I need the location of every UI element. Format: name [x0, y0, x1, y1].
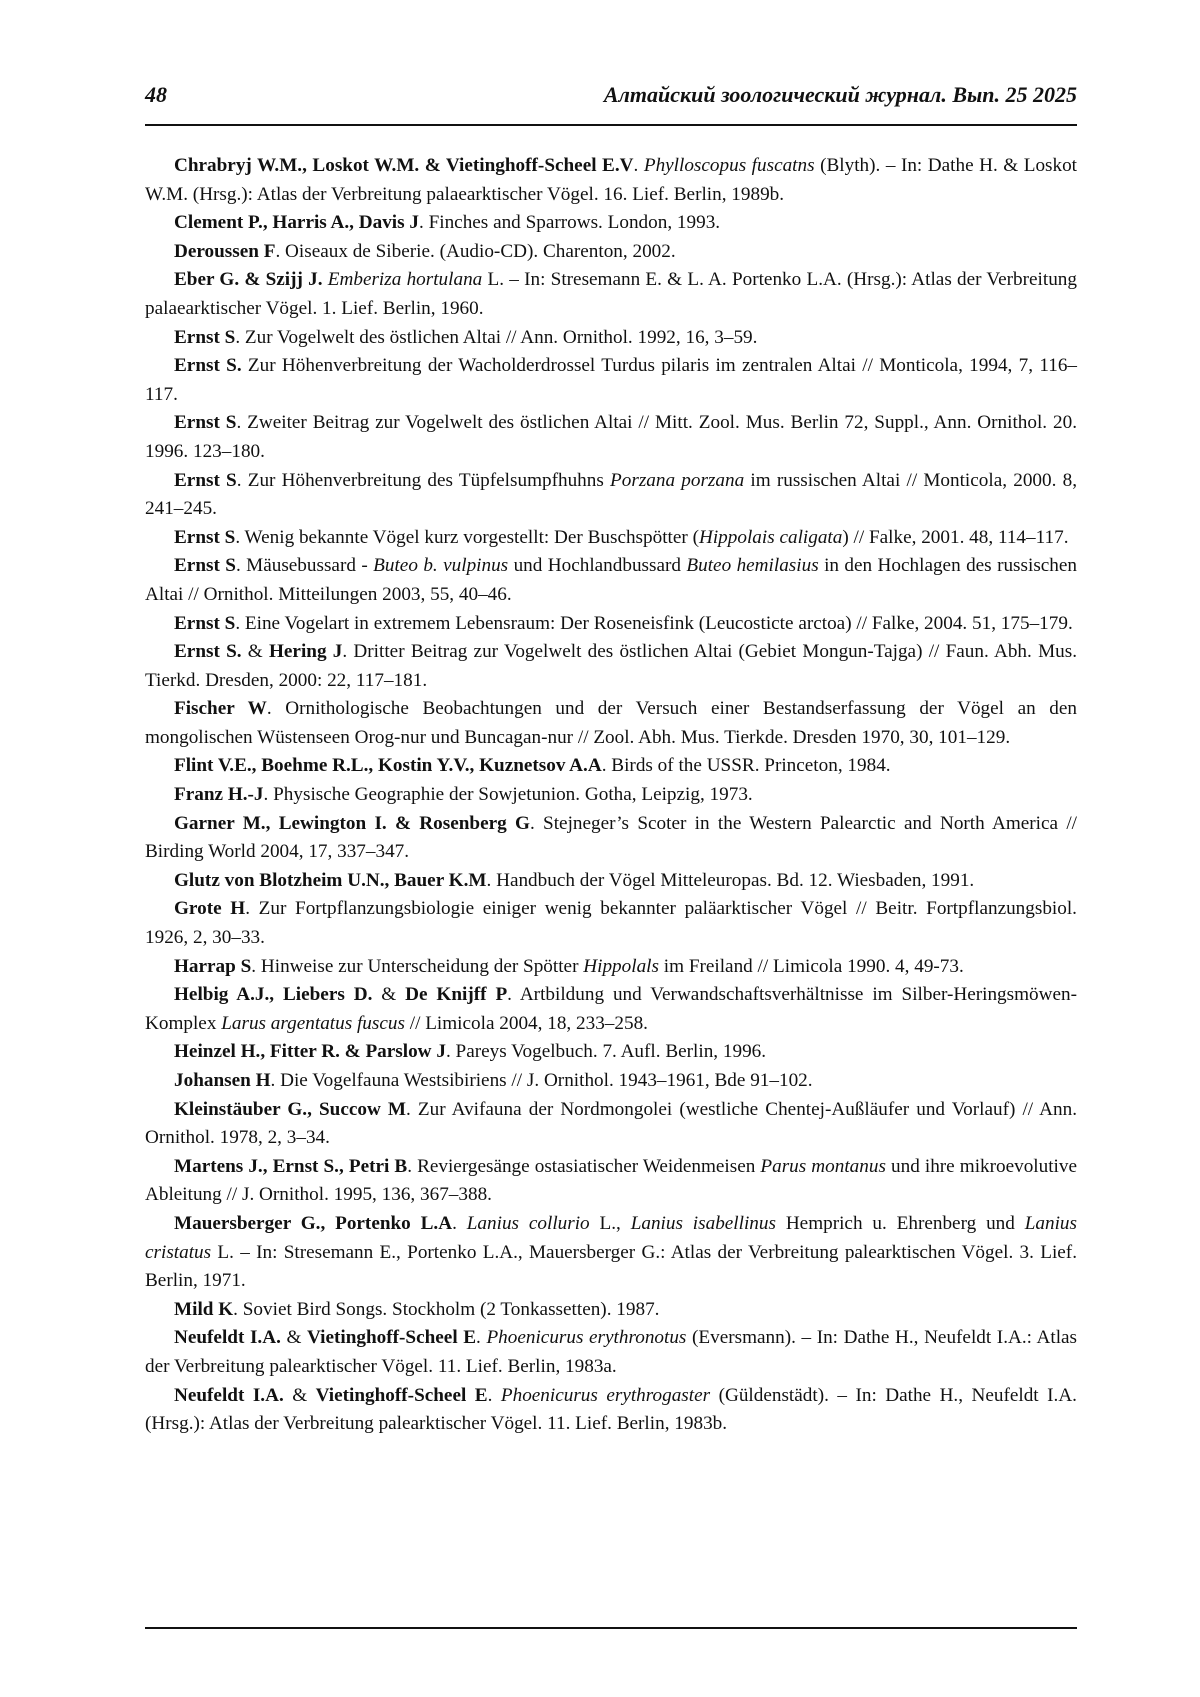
reference-entry [145, 524, 1077, 553]
reference-species-name: Lanius collurio [467, 1213, 590, 1234]
reference-authors: Chrabryj W.M., Loskot W.M. & Vietinghoff-Scheel E.V [174, 155, 634, 176]
reference-authors: Vietinghoff-Scheel E [316, 1385, 488, 1406]
reference-entry [145, 238, 1077, 267]
reference-authors: Ernst S [174, 470, 237, 491]
reference-entry [145, 1067, 1077, 1096]
reference-species-name: Buteo b. vulpinus [373, 555, 508, 576]
reference-text: L. – In: Stresemann E. & L. A. Portenko L.A. (Hrsg.): Atlas der Verbreitung palaearktischer Vögel. 1. Lief. Berlin, 1960. [145, 269, 1077, 319]
reference-species-name: Emberiza hortulana [328, 269, 482, 290]
reference-authors: Ernst S. [174, 641, 242, 662]
reference-species-name: Lanius isabellinus [631, 1213, 776, 1234]
reference-entry [145, 638, 1077, 695]
reference-species-name: Phoenicurus erythrogaster [501, 1385, 710, 1406]
reference-species-name: Phoenicurus erythronotus [486, 1327, 686, 1348]
reference-entry [145, 610, 1077, 639]
reference-text: . Stejneger’s Scoter in the Western Palearctic and North America // Birding World 2004, 17, 337–347. [145, 813, 1077, 863]
reference-text: (Eversmann). – In: Dathe H., Neufeldt I.A.: Atlas der Verbreitung palearktischer Vögel. 11. Lief. Berlin, 1983a. [145, 1327, 1077, 1377]
reference-authors: Ernst S [174, 327, 235, 348]
reference-authors: Glutz von Blotzheim U.N., Bauer K.M [174, 870, 487, 891]
reference-text: . Physische Geographie der Sowjetunion. Gotha, Leipzig, 1973. [264, 784, 753, 805]
reference-entry [145, 409, 1077, 466]
journal-page [0, 0, 1200, 1697]
reference-text: & [372, 984, 405, 1005]
reference-text: . Mäusebussard - [236, 555, 373, 576]
reference-text: im Freiland // Limicola 1990. 4, 49-73. [659, 956, 964, 977]
reference-entry [145, 1096, 1077, 1153]
reference-entry [145, 209, 1077, 238]
page-number: 48 [145, 82, 167, 108]
reference-text: und Hochlandbussard [508, 555, 686, 576]
reference-entry [145, 467, 1077, 524]
reference-text: . Zur Vogelwelt des östlichen Altai // Ann. Ornithol. 1992, 16, 3–59. [235, 327, 757, 348]
reference-text: in den Hochlagen des russischen Altai // Ornithol. Mitteilungen 2003, 55, 40–46. [145, 555, 1077, 605]
reference-authors: Fischer W [174, 698, 267, 719]
reference-text: . [634, 155, 644, 176]
reference-authors: Heinzel H., Fitter R. & Parslow J [174, 1041, 446, 1062]
reference-text: (Blyth). – In: Dathe H. & Loskot W.M. (Hrsg.): Atlas der Verbreitung palaearktischer Vögel. 16. Lief. Berlin, 1989b. [145, 155, 1077, 205]
reference-species-name: Buteo hemilasius [686, 555, 818, 576]
reference-entry [145, 895, 1077, 952]
reference-text: und ihre mikroevolutive Ableitung // J. Ornithol. 1995, 136, 367–388. [145, 1156, 1077, 1206]
reference-text: & [284, 1385, 316, 1406]
reference-text: . Zur Fortpflanzungsbiologie einiger wenig bekannter paläarktischer Vögel // Beitr. Fortpflanzungsbiol. 1926, 2, 30–33. [145, 898, 1077, 948]
reference-text: im russischen Altai // Monticola, 2000. 8, 241–245. [145, 470, 1077, 520]
reference-authors: Ernst S [174, 527, 235, 548]
reference-text: . [452, 1213, 467, 1234]
reference-text: . Zweiter Beitrag zur Vogelwelt des östlichen Altai // Mitt. Zool. Mus. Berlin 72, Suppl., Ann. Ornithol. 20. 1996. 123–180. [145, 412, 1077, 462]
reference-text: . Dritter Beitrag zur Vogelwelt des östlichen Altai (Gebiet Mongun-Tajga) // Faun. Abh. Mus. Tierkd. Dresden, 2000: 22, 117–181. [145, 641, 1077, 691]
reference-text: . Soviet Bird Songs. Stockholm (2 Tonkassetten). 1987. [233, 1299, 659, 1320]
reference-species-name: Lanius cristatus [145, 1213, 1077, 1263]
reference-text: . Die Vogelfauna Westsibiriens // J. Ornithol. 1943–1961, Bde 91–102. [271, 1070, 813, 1091]
reference-authors: Franz H.-J [174, 784, 264, 805]
header-rule [145, 124, 1077, 126]
reference-entry [145, 981, 1077, 1038]
reference-entry [145, 695, 1077, 752]
reference-authors: Neufeldt I.A. [174, 1385, 284, 1406]
reference-text: . Ornithologische Beobachtungen und der Versuch einer Bestandserfassung der Vögel an den mongolischen Wüstenseen Orog-nur und Buncagan-nur // Zool. Abh. Mus. Tierkde. Dresden 1970, 30, 101–129. [145, 698, 1077, 748]
reference-entry [145, 266, 1077, 323]
reference-species-name: Larus argentatus fuscus [221, 1013, 405, 1034]
reference-text: . Eine Vogelart in extremem Lebensraum: Der Roseneisfink (Leucosticte arctoa) // Falke, 2004. 51, 175–179. [235, 613, 1072, 634]
reference-authors: Eber G. & Szijj J. [174, 269, 323, 290]
reference-text: . Zur Höhenverbreitung des Tüpfelsumpfhuhns [237, 470, 610, 491]
reference-entry [145, 1210, 1077, 1296]
reference-entry [145, 1324, 1077, 1381]
reference-authors: Kleinstäuber G., Succow M [174, 1099, 406, 1120]
reference-entry [145, 324, 1077, 353]
reference-authors: Ernst S [174, 613, 235, 634]
reference-text: . Handbuch der Vögel Mitteleuropas. Bd. 12. Wiesbaden, 1991. [487, 870, 975, 891]
reference-authors: Ernst S. [174, 355, 242, 376]
reference-text: & [242, 641, 269, 662]
reference-authors: Martens J., Ernst S., Petri B [174, 1156, 407, 1177]
reference-entry [145, 1038, 1077, 1067]
reference-text: // Limicola 2004, 18, 233–258. [405, 1013, 648, 1034]
reference-species-name: Hippolals [583, 956, 659, 977]
reference-text: . Oiseaux de Siberie. (Audio-CD). Charenton, 2002. [275, 241, 675, 262]
reference-text: . Artbildung und Verwandschaftsverhältnisse im Silber-Heringsmöwen-Komplex [145, 984, 1077, 1034]
reference-entry [145, 1153, 1077, 1210]
reference-text: . Pareys Vogelbuch. 7. Aufl. Berlin, 1996. [446, 1041, 766, 1062]
reference-authors: Flint V.E., Boehme R.L., Kostin Y.V., Kuznetsov A.A [174, 755, 602, 776]
reference-entry [145, 781, 1077, 810]
reference-text: . Finches and Sparrows. London, 1993. [419, 212, 720, 233]
reference-species-name: Parus montanus [760, 1156, 886, 1177]
reference-entry [145, 1382, 1077, 1439]
reference-authors: Harrap S [174, 956, 251, 977]
reference-authors: Johansen H [174, 1070, 271, 1091]
reference-authors: Deroussen F [174, 241, 275, 262]
reference-text: (Güldenstädt). – In: Dathe H., Neufeldt I.A. (Hrsg.): Atlas der Verbreitung palearktischer Vögel. 11. Lief. Berlin, 1983b. [145, 1385, 1077, 1435]
reference-text: L., [590, 1213, 631, 1234]
reference-entry [145, 867, 1077, 896]
reference-authors: Ernst S [174, 412, 236, 433]
reference-authors: Helbig A.J., Liebers D. [174, 984, 372, 1005]
reference-text: ) // Falke, 2001. 48, 114–117. [842, 527, 1068, 548]
reference-authors: Grote H [174, 898, 245, 919]
reference-entry [145, 1296, 1077, 1325]
reference-text: & [281, 1327, 307, 1348]
reference-entry [145, 352, 1077, 409]
reference-entry [145, 953, 1077, 982]
page-header [145, 82, 1077, 118]
reference-species-name: Phylloscopus fuscatns [644, 155, 815, 176]
reference-text: L. – In: Stresemann E., Portenko L.A., Mauersberger G.: Atlas der Verbreitung palearktischen Vögel. 3. Lief. Berlin, 1971. [145, 1242, 1077, 1292]
reference-authors: De Knijff P [405, 984, 507, 1005]
reference-text: . [476, 1327, 486, 1348]
reference-text: . [488, 1385, 501, 1406]
reference-text: Zur Höhenverbreitung der Wacholderdrossel Turdus pilaris im zentralen Altai // Monticola, 1994, 7, 116–117. [145, 355, 1077, 405]
journal-title: Алтайский зоологический журнал. Вып. 25 2025 [604, 82, 1077, 108]
reference-authors: Clement P., Harris A., Davis J [174, 212, 419, 233]
reference-authors: Mauersberger G., Portenko L.A [174, 1213, 452, 1234]
reference-authors: Vietinghoff-Scheel E [307, 1327, 476, 1348]
reference-text: . Wenig bekannte Vögel kurz vorgestellt: Der Buschspötter ( [235, 527, 699, 548]
reference-text: . Hinweise zur Unterscheidung der Spötter [251, 956, 583, 977]
reference-entry [145, 752, 1077, 781]
reference-text: . Zur Avifauna der Nordmongolei (westliche Chentej-Außläufer und Vorlauf) // Ann. Ornithol. 1978, 2, 3–34. [145, 1099, 1077, 1149]
reference-text: . Birds of the USSR. Princeton, 1984. [602, 755, 891, 776]
reference-species-name: Porzana porzana [610, 470, 744, 491]
reference-text: . Reviergesänge ostasiatischer Weidenmeisen [407, 1156, 760, 1177]
reference-entry [145, 152, 1077, 209]
reference-authors: Garner M., Lewington I. & Rosenberg G [174, 813, 530, 834]
reference-list [145, 152, 1077, 1439]
footer-rule [145, 1627, 1077, 1629]
reference-authors: Ernst S [174, 555, 236, 576]
reference-authors: Neufeldt I.A. [174, 1327, 281, 1348]
reference-text: Hemprich u. Ehrenberg und [776, 1213, 1025, 1234]
reference-entry [145, 810, 1077, 867]
reference-authors: Hering J [269, 641, 342, 662]
reference-entry [145, 552, 1077, 609]
reference-authors: Mild K [174, 1299, 233, 1320]
reference-species-name: Hippolais caligata [699, 527, 842, 548]
